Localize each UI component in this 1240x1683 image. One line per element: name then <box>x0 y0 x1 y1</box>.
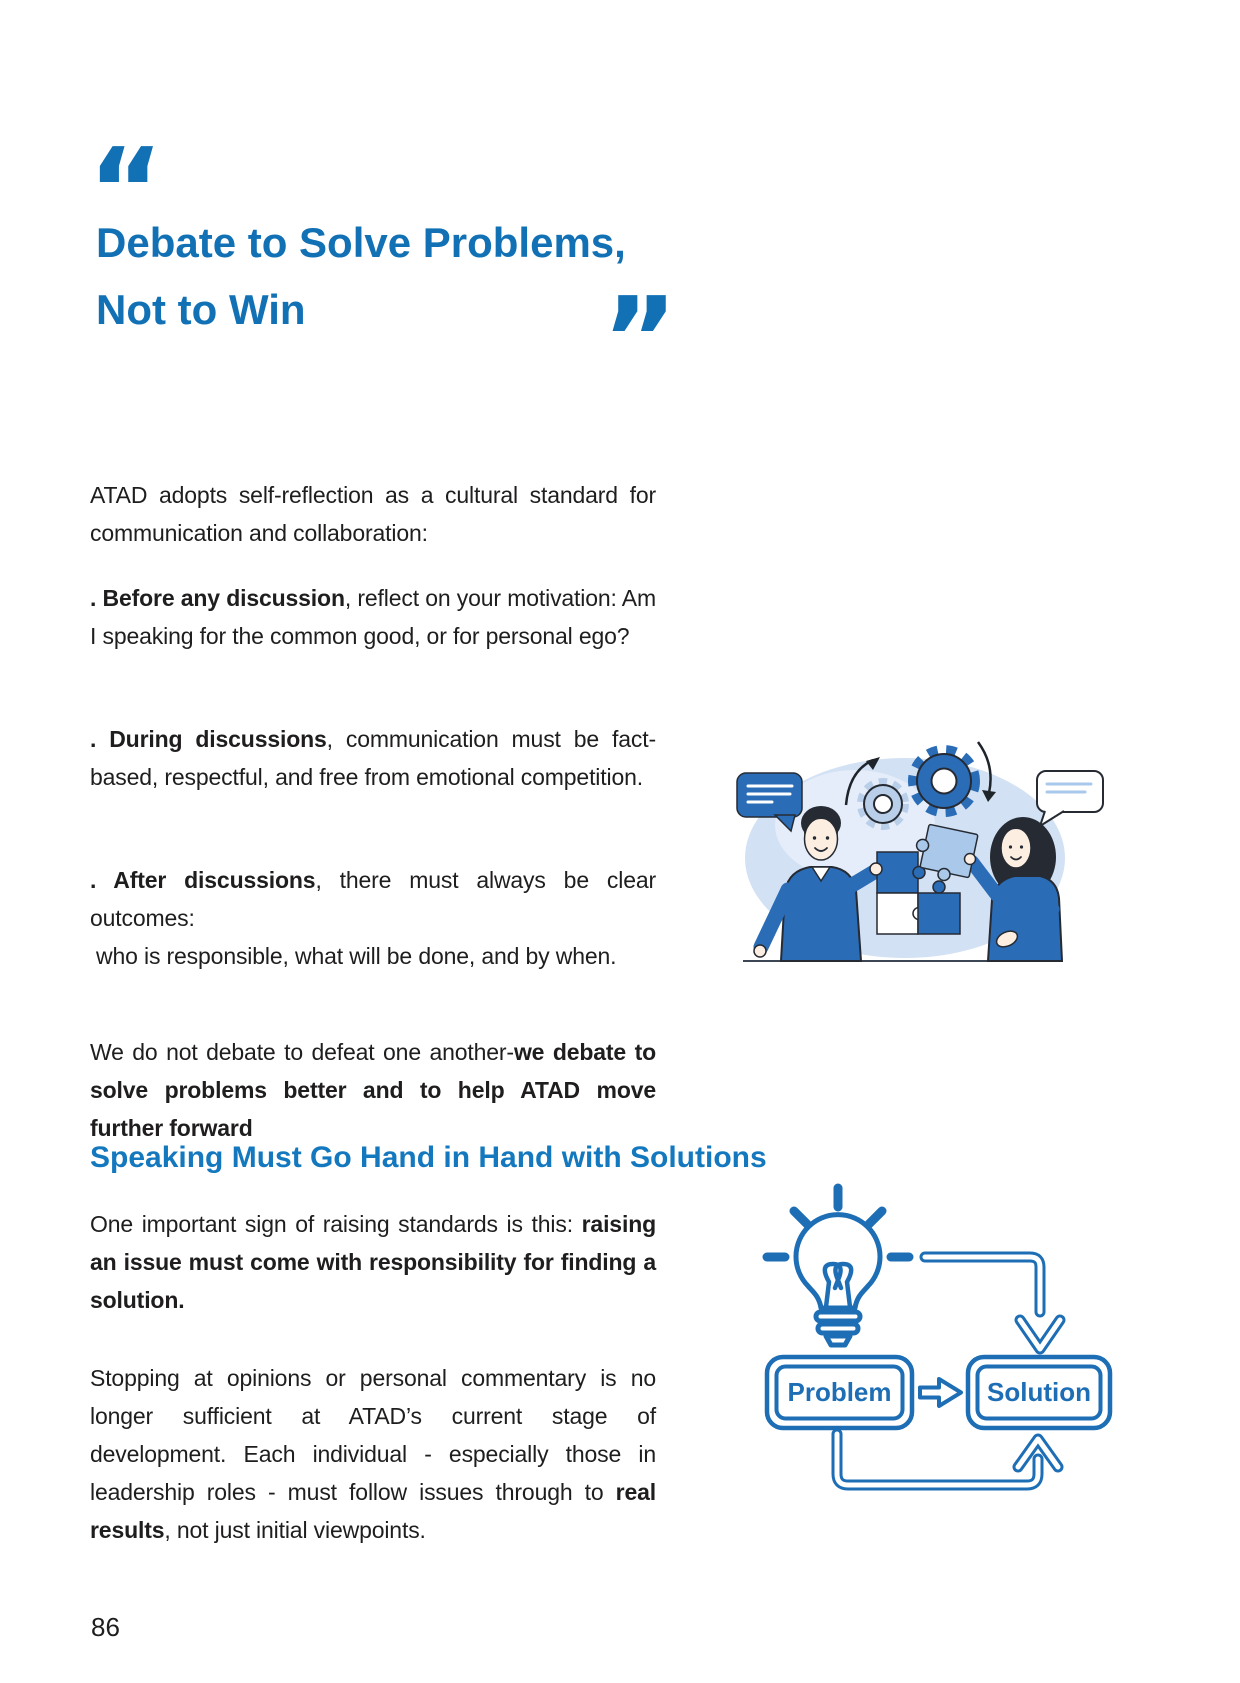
open-quote-icon: “ <box>88 124 162 258</box>
paragraph-bold-lead: . During discussions <box>90 726 327 752</box>
page-number: 86 <box>91 1612 120 1642</box>
paragraph-intro <box>90 476 656 552</box>
paragraph-bold-lead: . Before any discussion <box>90 585 345 611</box>
arrow-problem-loop-to-solution <box>837 1434 1058 1485</box>
paragraph-text: We do not debate to defeat one another- <box>90 1039 514 1065</box>
paragraph-during-discussion <box>90 720 656 796</box>
paragraph-bold-text: raising an issue must come with responsibility for finding a solution. <box>90 1211 656 1313</box>
paragraph-text: , communication must be fact-based, respectful, and free from emotional competition. <box>90 726 656 790</box>
teamwork-illustration <box>735 735 1107 967</box>
paragraph-text: ATAD adopts self-reflection as a cultural standard for communication and collaboration: <box>90 482 656 546</box>
paragraph-after-discussion <box>90 861 656 975</box>
paragraph-text: , not just initial viewpoints. <box>164 1517 426 1543</box>
paragraph-bold-text: we debate to solve problems better and to help ATAD move further forward <box>90 1039 656 1141</box>
problem-label: Problem <box>787 1377 892 1407</box>
woman-hand <box>965 854 976 865</box>
paragraph-text: , reflect on your motivation: Am I speaking for the common good, or for personal ego? <box>90 585 656 649</box>
paragraph-text: One important sign of raising standards is this: <box>90 1211 582 1237</box>
close-quote-icon: ” <box>602 273 676 407</box>
arrow-idea-to-solution <box>925 1257 1060 1349</box>
paragraph-before-discussion <box>90 579 656 655</box>
paragraph-text: Stopping at opinions or personal commentary is no longer sufficient at ATAD’s current stage of development. Each individual - especially those in leadership roles - must follow issues through to <box>90 1365 656 1505</box>
arrow-problem-to-solution-icon <box>920 1379 961 1406</box>
man-hand-rest <box>754 945 766 957</box>
solution-box <box>968 1357 1110 1428</box>
paragraph-bold-text: real results <box>90 1479 656 1543</box>
paragraph-text: , there must always be clear outcomes: <box>90 867 656 931</box>
problem-solution-diagram <box>700 1150 1120 1500</box>
section-title: Speaking Must Go Hand in Hand with Solutions <box>90 1141 767 1174</box>
page-title-line1: Debate to Solve Problems, <box>96 219 626 266</box>
lightbulb-icon <box>767 1188 909 1345</box>
page-title-line2: Not to Win <box>96 286 306 333</box>
man-face <box>805 818 838 860</box>
solution-label: Solution <box>987 1377 1091 1407</box>
paragraph-raising-standards <box>90 1205 656 1319</box>
speech-bubble-right-icon <box>1037 771 1103 826</box>
man-hand <box>870 863 882 875</box>
paragraph-text: who is responsible, what will be done, and by when. <box>96 943 617 969</box>
paragraph-we-debate <box>90 1033 656 1147</box>
paragraph-stopping-at-opinions <box>90 1359 656 1549</box>
woman-face <box>1001 828 1031 868</box>
problem-box <box>767 1357 912 1428</box>
paragraph-bold-lead: . After discussions <box>90 867 316 893</box>
